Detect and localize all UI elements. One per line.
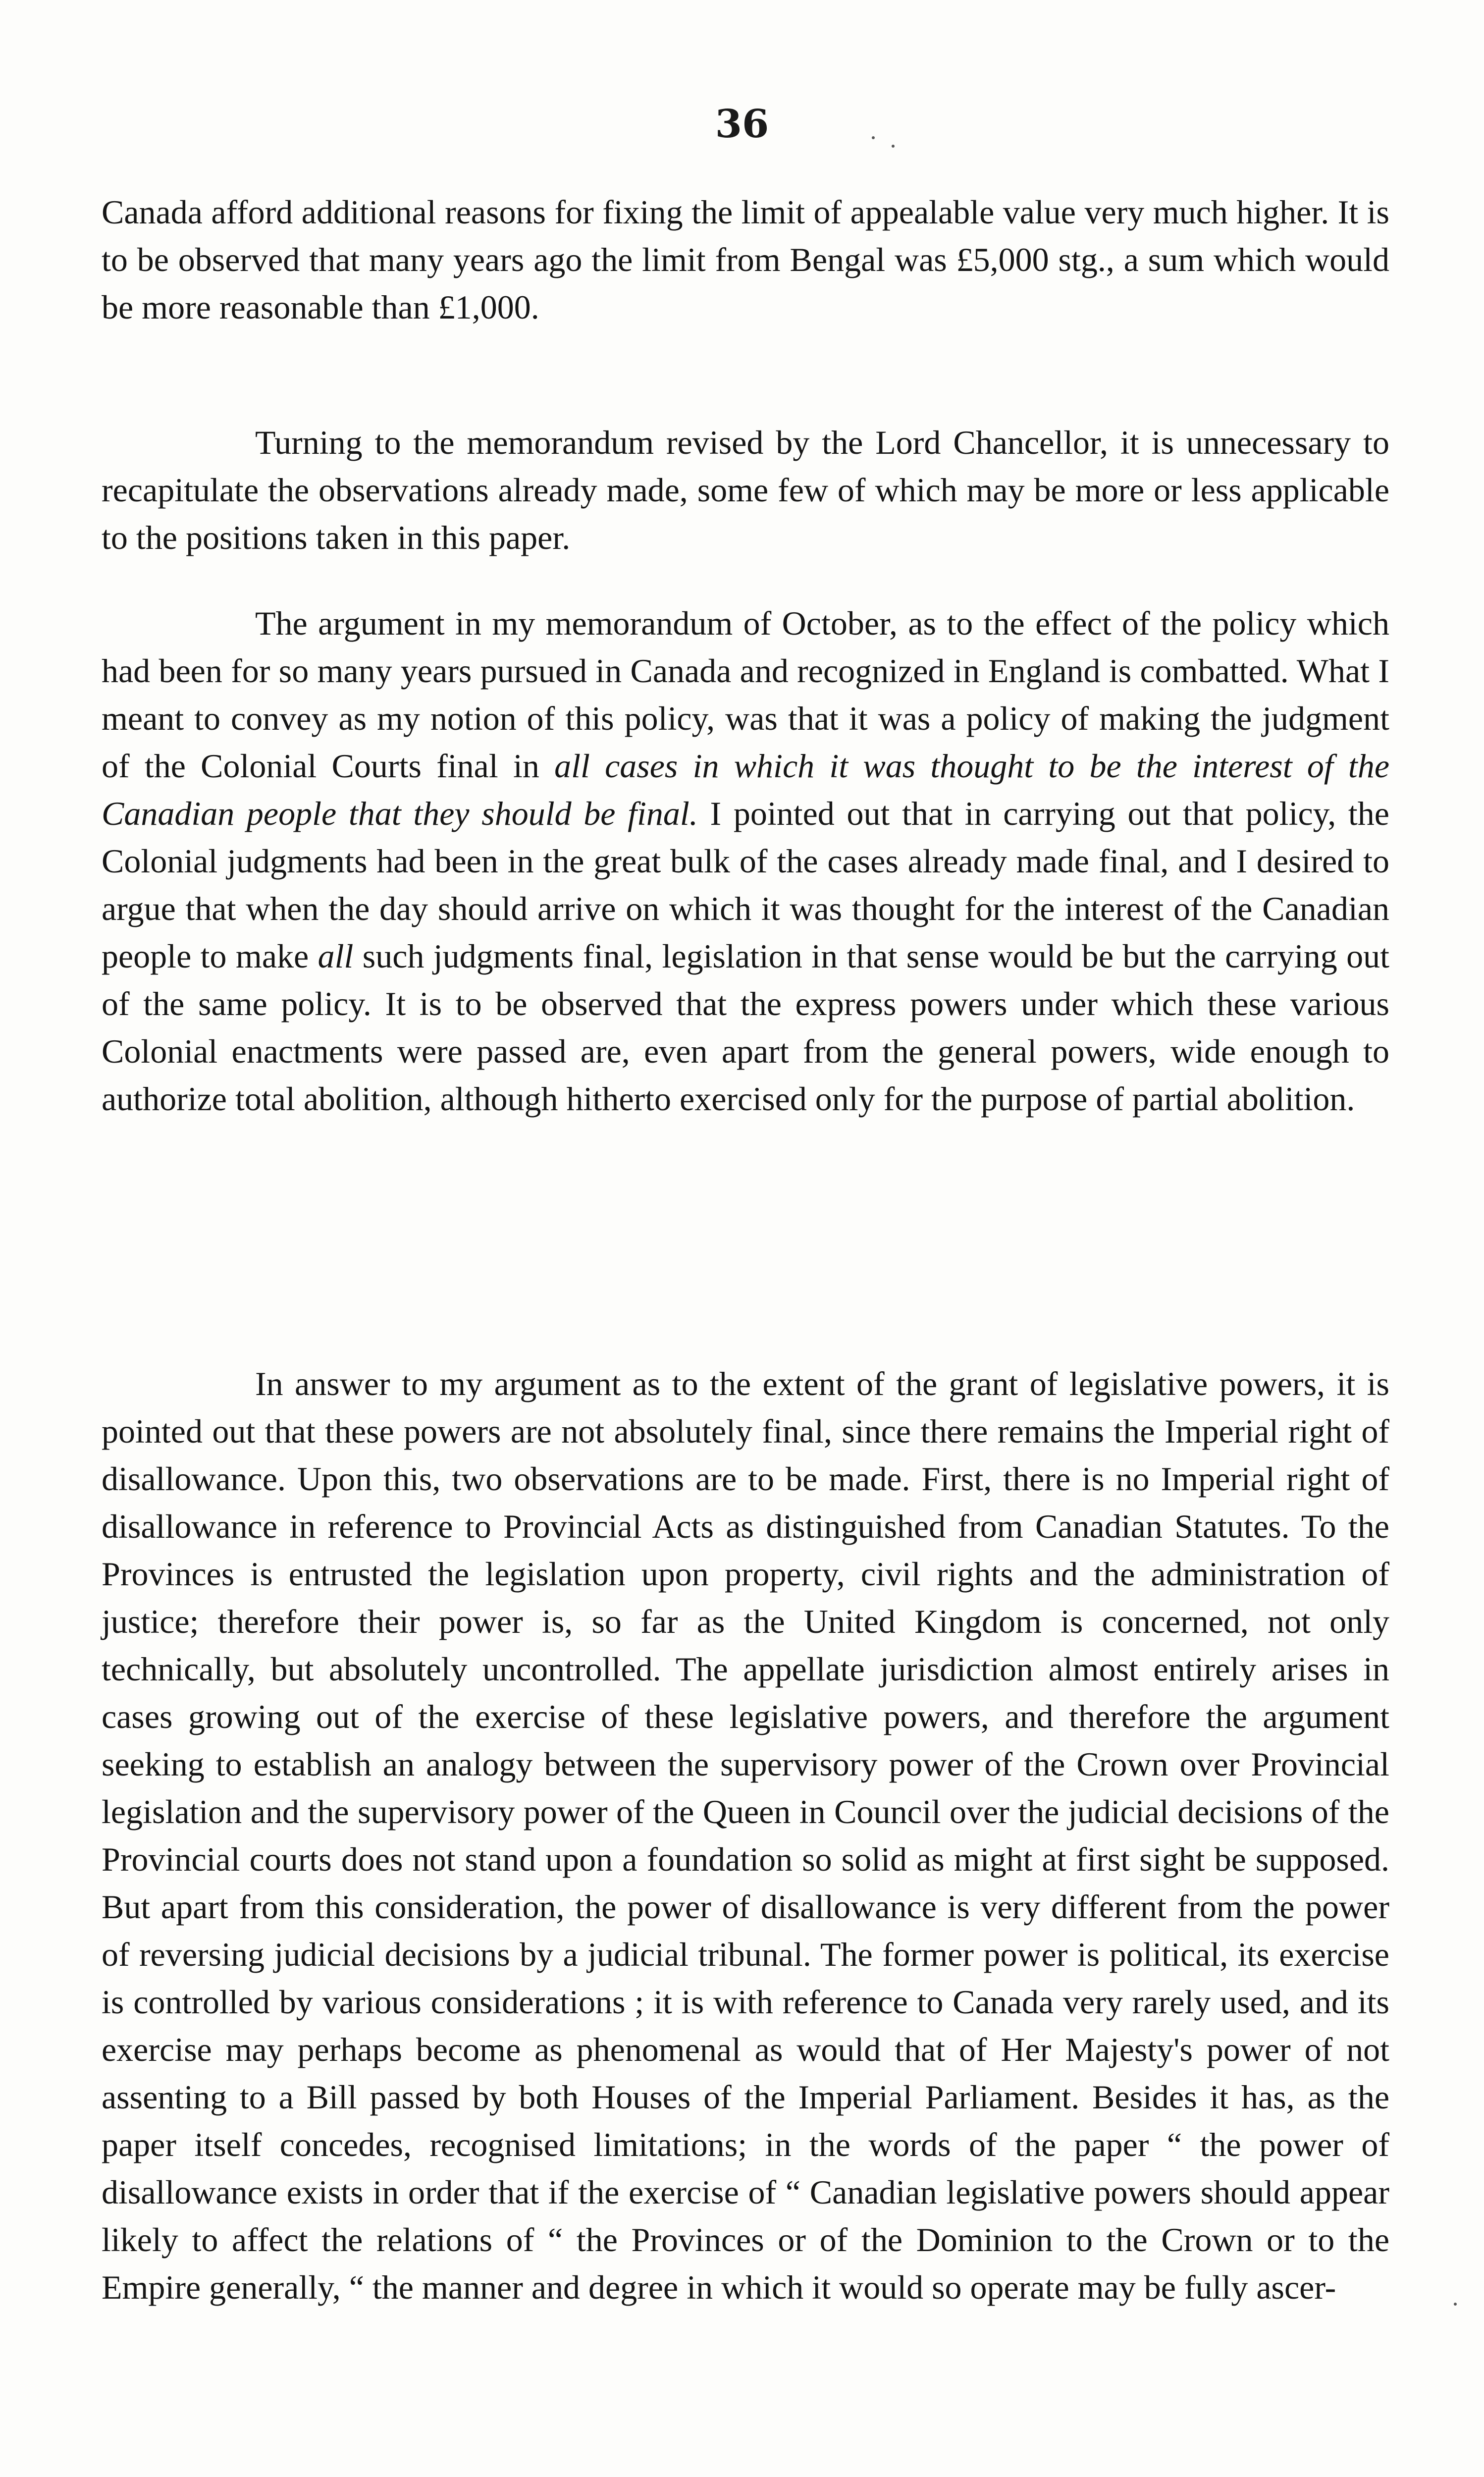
paragraph-1: Canada afford additional reasons for fixing the limit of appealable value very much higher. It is to be observed that many years ago the limit from Bengal was £5,000 stg., a sum which would be more reasonable than £1,000. — [102, 193, 1389, 326]
scan-speck — [872, 136, 875, 139]
scan-speck — [892, 145, 895, 148]
paragraph-4: In answer to my argument as to the extent of the grant of legislative powers, it is pointed out that these powers are not absolutely final, since there remains the Imperial right of disallowance. Upon this, two observations are to be made. First, there is no Imperial right of disallowance in reference to Provincial Acts as distinguished from Canadian Statutes. To the Provinces is entrusted the legislation upon property, civil rights and the administration of justice; therefore their power is, so far as the United Kingdom is concerned, not only technically, but absolutely uncontrolled. The appellate jurisdiction almost entirely arises in cases growing out of the exercise of these legislative powers, and therefore the argument seeking to establish an analogy between the supervisory power of the Crown over Provincial legislation and the supervisory power of the Queen in Council over the judicial decisions of the Provincial courts does not stand upon a foundation so solid as might at first sight be supposed. But apart from this consideration, the power of disallowance is very different from the power of reversing judicial decisions by a judicial tribunal. The former power is political, its exercise is controlled by various considerations ; it is with reference to Canada very rarely used, and its exercise may perhaps become as phenomenal as would that of Her Majesty's power of not assenting to a Bill passed by both Houses of the Imperial Parliament. Besides it has, as the paper itself concedes, recognised limitations; in the words of the paper “ the power of disallowance exists in order that if the exercise of “ Canadian legislative powers should appear likely to affect the relations of “ the Provinces or of the Dominion to the Crown or to the Empire generally, “ the manner and degree in which it would so operate may be fully ascer- — [102, 1365, 1389, 2306]
paragraph-3-emphasis-b: all — [318, 937, 354, 975]
page-number: 36 — [715, 102, 769, 147]
scan-speck — [1454, 2303, 1457, 2306]
paragraph-2: Turning to the memorandum revised by the Lord Chancellor, it is unnecessary to recapitulate the observations already made, some few of which may be more or less applicable to the positions taken in this paper. — [102, 424, 1389, 556]
paragraph-3-text-c: such judgments final, legislation in that sense would be but the carrying out of the same policy. It is to be observed that the express powers under which these various Colonial enactments were passed are, even apart from the general powers, wide enough to authorize total abolition, although hitherto exercised only for the purpose of partial abolition. — [102, 937, 1390, 1118]
paragraph-3-text-b: I pointed out that in carrying out that policy, the Colonial judgments had been in the great bulk of the cases already made final, and I desired to argue that when the day should arrive on which it was thought for the interest of the Canadian people to make — [102, 795, 1389, 975]
paragraph-3 — [102, 599, 1389, 1123]
paragraph-3-text-a: The argument in my memorandum of October, as to the effect of the policy which had been for so many years pursued in Canada and recognized in England is combatted. What I meant to convey as my notion of this policy, was that it was a policy of making the judgment of the Colonial Courts final in — [102, 604, 1389, 785]
paragraph-3-emphasis-a: all cases in which it was thought to be the interest of the Canadian people that they should be final. — [102, 747, 1390, 832]
